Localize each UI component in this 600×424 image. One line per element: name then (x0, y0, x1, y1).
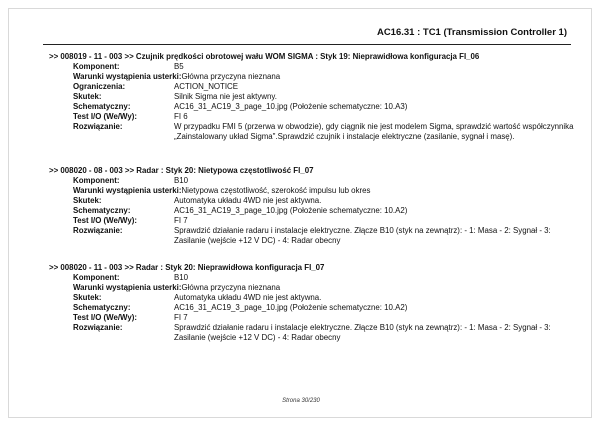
field-row-komponent (49, 273, 579, 283)
field-row-ograniczenia (49, 82, 579, 92)
field-value: Sprawdzić działanie radaru i instalacje elektryczne. Złącze B10 (styk na zewnątrz): - 1: Masa - 2: Sygnał - 3: Zasilanie (wejście +12 V DC) - 4: Radar obecny (174, 226, 551, 245)
field-label: Test I/O (We/Wy): (73, 216, 138, 225)
field-value: ACTION_NOTICE (174, 82, 239, 91)
field-value: AC16_31_AC19_3_page_10.jpg (Położenie schematyczne: 10.A2) (174, 206, 408, 215)
field-row-schematyczny (49, 102, 579, 112)
field-label: Rozwiązanie: (73, 122, 123, 131)
field-value: Automatyka układu 4WD nie jest aktywna. (174, 293, 322, 302)
field-label: Warunki wystąpienia usterki: (73, 72, 182, 81)
field-row-skutek (49, 293, 579, 303)
field-row-warunki (49, 72, 579, 82)
field-label: Komponent: (73, 176, 120, 185)
field-row-warunki (49, 283, 579, 293)
field-value: FI 7 (174, 216, 188, 225)
page-number: Strona 30/230 (282, 398, 320, 404)
field-value: W przypadku FMI 5 (przerwa w obwodzie), gdy ciągnik nie jest modelem Sigma, sprawdzić wartość współczynnika „Zainstalowany układ Sigma".Sprawdzić czujnik i instalacje elektryczne (zasilanie, sygnał i masę). (174, 122, 574, 141)
field-row-komponent (49, 62, 579, 72)
field-value: Główna przyczyna nieznana (181, 283, 281, 292)
page-header-title: AC16.31 : TC1 (Transmission Controller 1) (376, 27, 567, 38)
field-label: Schematyczny: (73, 303, 131, 312)
field-row-rozwiazanie (49, 122, 579, 142)
header-divider (43, 44, 571, 45)
field-label: Skutek: (73, 92, 102, 101)
fault-title: >> 008020 - 08 - 003 >> Radar : Styk 20: Nietypowa częstotliwość FI_07 (49, 166, 314, 175)
field-label: Test I/O (We/Wy): (73, 112, 138, 121)
field-row-skutek (49, 196, 579, 206)
field-value: B10 (174, 176, 189, 185)
field-label: Schematyczny: (73, 206, 131, 215)
field-row-test-io (49, 216, 579, 226)
field-value: Silnik Sigma nie jest aktywny. (174, 92, 277, 101)
field-row-schematyczny (49, 303, 579, 313)
fault-entry-3 (49, 263, 579, 343)
field-row-komponent (49, 176, 579, 186)
field-value: Automatyka układu 4WD nie jest aktywna. (174, 196, 322, 205)
field-row-test-io (49, 112, 579, 122)
field-value: Główna przyczyna nieznana (181, 72, 281, 81)
field-row-rozwiazanie (49, 323, 579, 343)
field-label: Rozwiązanie: (73, 323, 123, 332)
fault-title: >> 008020 - 11 - 003 >> Radar : Styk 20: Nieprawidłowa konfiguracja FI_07 (49, 263, 325, 272)
field-label: Komponent: (73, 273, 120, 282)
field-row-skutek (49, 92, 579, 102)
fault-title: >> 008019 - 11 - 003 >> Czujnik prędkości obrotowej wału WOM SIGMA : Styk 19: Nieprawidłowa konfiguracja FI_06 (49, 52, 480, 61)
field-label: Warunki wystąpienia usterki: (73, 283, 182, 292)
field-value: AC16_31_AC19_3_page_10.jpg (Położenie schematyczne: 10.A2) (174, 303, 408, 312)
document-page (8, 8, 592, 418)
field-value: B5 (174, 62, 184, 71)
field-value: FI 6 (174, 112, 188, 121)
fault-entry-2 (49, 166, 579, 246)
field-row-rozwiazanie (49, 226, 579, 246)
field-value: FI 7 (174, 313, 188, 322)
fault-entry-1 (49, 52, 579, 142)
field-label: Skutek: (73, 293, 102, 302)
field-value: B10 (174, 273, 189, 282)
field-label: Test I/O (We/Wy): (73, 313, 138, 322)
field-label: Komponent: (73, 62, 120, 71)
field-value: AC16_31_AC19_3_page_10.jpg (Położenie schematyczne: 10.A3) (174, 102, 408, 111)
field-row-schematyczny (49, 206, 579, 216)
field-value: Sprawdzić działanie radaru i instalacje elektryczne. Złącze B10 (styk na zewnątrz): - 1: Masa - 2: Sygnał - 3: Zasilanie (wejście +12 V DC) - 4: Radar obecny (174, 323, 551, 342)
field-row-warunki (49, 186, 579, 196)
field-label: Ograniczenia: (73, 82, 126, 91)
field-value: Nietypowa częstotliwość, szerokość impulsu lub okres (181, 186, 371, 195)
field-label: Rozwiązanie: (73, 226, 123, 235)
field-row-test-io (49, 313, 579, 323)
field-label: Schematyczny: (73, 102, 131, 111)
field-label: Warunki wystąpienia usterki: (73, 186, 182, 195)
field-label: Skutek: (73, 196, 102, 205)
